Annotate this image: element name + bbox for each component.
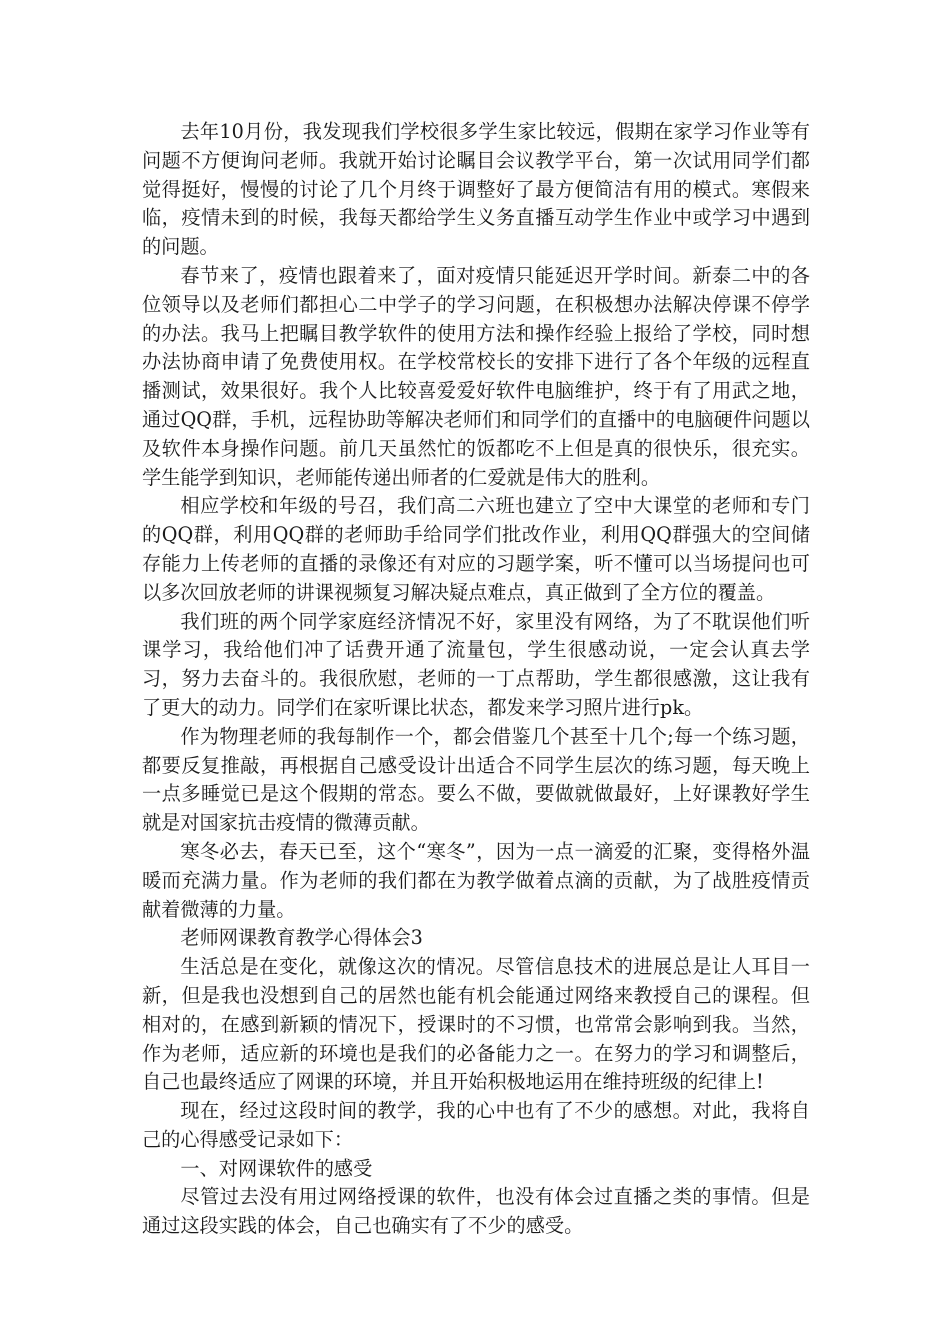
paragraph: 相应学校和年级的号召，我们高二六班也建立了空中大课堂的老师和专门的QQ群，利用QQ群的老师助手给同学们批改作业，利用QQ群强大的空间储存能力上传老师的直播的录像还有对应的习题学案，听不懂可以当场提问也可以多次回放老师的讲课视频复习解决疑点难点，真正做到了全方位的覆盖。: [142, 494, 810, 604]
paragraph: 现在，经过这段时间的教学，我的心中也有了不少的感想。对此，我将自己的心得感受记录如下：: [142, 1099, 810, 1151]
subsection-heading: 一、对网课软件的感受: [180, 1156, 373, 1180]
paragraph: 我们班的两个同学家庭经济情况不好，家里没有网络，为了不耽误他们听课学习，我给他们冲了话费开通了流量包，学生很感动说，一定会认真去学习，努力去奋斗的。我很欣慰，老师的一丁点帮助，学生都很感激，这让我有了更大的动力。同学们在家听课比状态，都发来学习照片进行pk。: [142, 609, 810, 719]
paragraph: 尽管过去没有用过网络授课的软件，也没有体会过直播之类的事情。但是通过这段实践的体会，自己也确实有了不少的感受。: [142, 1185, 810, 1238]
paragraph: 寒冬必去，春天已至，这个“寒冬”，因为一点一滴爱的汇聚，变得格外温暖而充满力量。作为老师的我们都在为教学做着点滴的贡献，为了战胜疫情贡献着微薄的力量。: [142, 839, 810, 921]
section-heading: 老师网课教育教学心得体会3: [180, 926, 423, 950]
paragraph: 作为物理老师的我每制作一个，都会借鉴几个甚至十几个;每一个练习题，都要反复推敲，再根据自己感受设计出适合不同学生层次的练习题，每天晚上一点多睡觉已是这个假期的常态。要么不做，要做就做最好，上好课教好学生就是对国家抗击疫情的微薄贡献。: [142, 724, 810, 835]
paragraph: 春节来了，疫情也跟着来了，面对疫情只能延迟开学时间。新泰二中的各位领导以及老师们都担心二中学子的学习问题，在积极想办法解决停课不停学的办法。我马上把瞩目教学软件的使用方法和操作经验上报给了学校，同时想办法协商申请了免费使用权。在学校常校长的安排下进行了各个年级的远程直播测试，效果很好。我个人比较喜爱爱好软件电脑维护，终于有了用武之地，通过QQ群，手机，远程协助等解决老师们和同学们的直播中的电脑硬件问题以及软件本身操作问题。前几天虽然忙的饭都吃不上但是真的很快乐，很充实。学生能学到知识，老师能传递出师者的仁爱就是伟大的胜利。: [142, 263, 810, 489]
paragraph: 去年10月份，我发现我们学校很多学生家比较远，假期在家学习作业等有问题不方便询问老师。我就开始讨论瞩目会议教学平台，第一次试用同学们都觉得挺好，慢慢的讨论了几个月终于调整好了最方便简洁有用的模式。寒假来临，疫情未到的时候，我每天都给学生义务直播互动学生作业中或学习中遇到的问题。: [142, 120, 810, 259]
document-body: [142, 118, 810, 1241]
paragraph: 生活总是在变化，就像这次的情况。尽管信息技术的进展总是让人耳目一新，但是我也没想到自己的居然也能有机会能通过网络来教授自己的课程。但相对的，在感到新颖的情况下，授课时的不习惯，也常常会影响到我。当然，作为老师，适应新的环境也是我们的必备能力之一。在努力的学习和调整后，自己也最终适应了网课的环境，并且开始积极地运用在维持班级的纪律上!: [142, 955, 810, 1094]
